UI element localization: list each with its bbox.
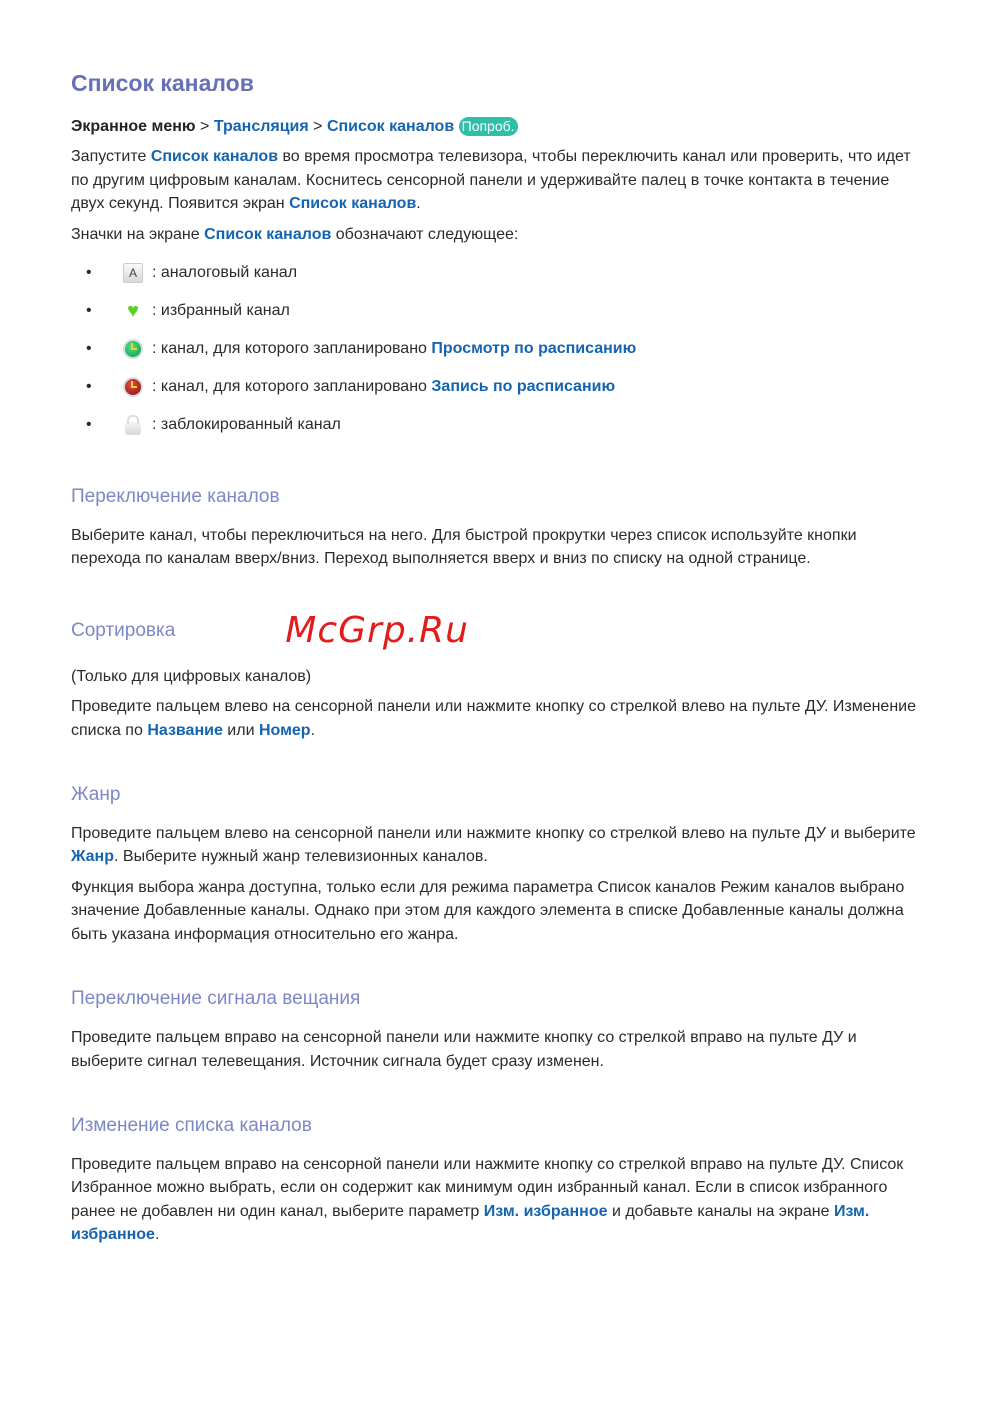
text: Значки на экране — [71, 225, 205, 243]
paragraph — [71, 1153, 921, 1247]
list-item-text: : аналоговый канал — [152, 264, 298, 282]
list-item — [71, 406, 921, 444]
bullet: • — [86, 378, 92, 396]
channel-list-link[interactable]: Список каналов — [289, 195, 417, 213]
channel-list-link[interactable]: Список каналов — [204, 225, 332, 243]
text: . — [416, 195, 421, 213]
breadcrumb-separator: > — [195, 118, 214, 135]
lock-icon — [123, 415, 143, 435]
section-heading: Жанр — [71, 784, 121, 806]
text: и добавьте каналы на экране — [607, 1202, 834, 1220]
bullet: • — [86, 340, 92, 358]
list-item-text: : канал, для которого запланировано — [152, 378, 432, 396]
scheduled-viewing-link[interactable]: Просмотр по расписанию — [431, 340, 637, 358]
text: . — [154, 1226, 160, 1244]
green-clock-icon — [123, 339, 143, 359]
text: Проведите пальцем вправо на сенсорной панели или нажмите кнопку со стрелкой вправо на пульте ДУ. Список Избранное можно выбрать, если он содержит как минимум один избранный канал. Если в список избранного ранее не добавлен ни один канал, выберите параметр — [71, 1155, 904, 1220]
section-heading: Переключение каналов — [71, 486, 280, 508]
breadcrumb — [71, 115, 921, 138]
text: Проведите пальцем влево на сенсорной панели или нажмите кнопку со стрелкой влево на пульте ДУ и выберите — [71, 825, 916, 843]
text: или — [222, 721, 259, 739]
list-item — [71, 368, 921, 406]
list-item — [71, 292, 921, 330]
paragraph: Проведите пальцем вправо на сенсорной панели или нажмите кнопку со стрелкой вправо на пульте ДУ и выберите сигнал телевещания. Источник сигнала будет сразу изменен. — [71, 1029, 857, 1070]
icons-intro — [71, 223, 921, 246]
page-title: Список каналов — [71, 70, 254, 96]
paragraph — [71, 695, 921, 742]
watermark: McGrp.Ru — [285, 609, 469, 651]
bullet: • — [86, 264, 92, 282]
section-heading: Изменение списка каналов — [71, 1114, 312, 1136]
list-item-text: : канал, для которого запланировано — [152, 340, 432, 358]
paragraph: Функция выбора жанра доступна, только если для режима параметра Список каналов Режим каналов выбрано значение Добавленные каналы. Однако при этом для каждого элемента в списке Добавленные каналы должна быть указана информация относительно его жанра. — [71, 878, 905, 943]
breadcrumb-root: Экранное меню — [71, 118, 196, 135]
genre-link[interactable]: Жанр — [71, 848, 114, 866]
bullet: • — [86, 416, 92, 434]
text: . — [310, 721, 316, 739]
channel-list-link[interactable]: Список каналов — [150, 148, 279, 166]
breadcrumb-link-broadcast[interactable]: Трансляция — [213, 118, 309, 135]
red-clock-icon — [123, 377, 143, 397]
section-heading: Переключение сигнала вещания — [71, 988, 361, 1010]
list-item-text: : заблокированный канал — [152, 416, 341, 434]
text: Проведите пальцем влево на сенсорной панели или нажмите кнопку со стрелкой влево на пульте ДУ. Изменение списка по — [71, 698, 916, 739]
text: Запустите — [71, 148, 151, 166]
try-now-button[interactable]: Попроб. — [459, 117, 518, 136]
edit-favorites-link[interactable]: Изм. избранное — [483, 1202, 608, 1220]
heart-icon: ♥ — [127, 300, 139, 323]
breadcrumb-separator: > — [308, 118, 327, 135]
name-sort-link[interactable]: Название — [147, 721, 223, 739]
paragraph: Выберите канал, чтобы переключиться на него. Для быстрой прокрутки через список используйте кнопки перехода по каналам вверх/вниз. Переход выполняется вверх и вниз по списку на одной странице. — [71, 527, 857, 568]
scheduled-recording-link[interactable]: Запись по расписанию — [431, 378, 616, 396]
text: обозначают следующее: — [331, 225, 519, 243]
paragraph — [71, 822, 921, 869]
section-heading: Сортировка — [71, 619, 176, 641]
analog-icon: A — [123, 263, 143, 283]
text: . Выберите нужный жанр телевизионных каналов. — [114, 848, 488, 866]
list-item — [71, 330, 921, 368]
intro-paragraph — [71, 145, 921, 215]
list-item-text: : избранный канал — [152, 302, 290, 320]
list-item — [71, 254, 921, 292]
paragraph: (Только для цифровых каналов) — [71, 667, 312, 685]
edit-favorites-link[interactable]: Изм. избранное — [71, 1202, 870, 1244]
section-heading-row — [71, 611, 921, 651]
breadcrumb-link-channel-list[interactable]: Список каналов — [326, 118, 455, 135]
number-sort-link[interactable]: Номер — [258, 721, 311, 739]
icon-legend-list — [71, 254, 921, 444]
bullet: • — [86, 302, 92, 320]
text: во время просмотра телевизора, чтобы переключить канал или проверить, что идет по другим цифровым каналам. Коснитесь сенсорной панели и удерживайте палец в точке контакта в течение двух секунд. Появится экран — [71, 148, 911, 213]
